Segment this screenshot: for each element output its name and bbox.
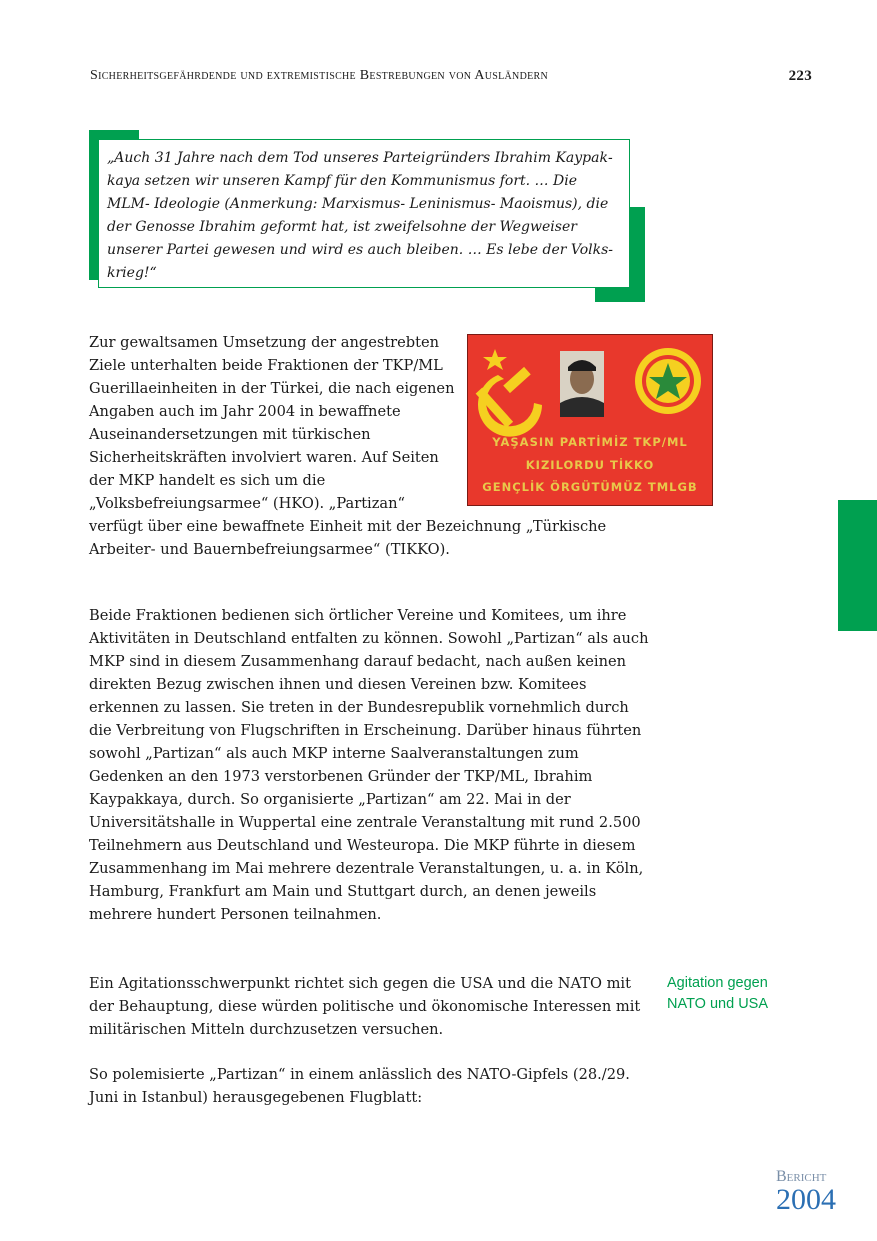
quote-box bbox=[89, 130, 645, 302]
page-number: 223 bbox=[788, 68, 812, 84]
running-header-title: Sicherheitsgefährdende und extremistische Bestrebungen von Ausländern bbox=[90, 68, 548, 83]
paragraph-3: Ein Agitationsschwerpunkt richtet sich gegen die USA und die NATO mit der Behauptung, diese würden politische und ökonomische Interessen mit militärischen Mitteln durchzusetzen versuchen. bbox=[89, 975, 641, 1038]
paragraph-2: Beide Fraktionen bedienen sich örtlicher Vereine und Komitees, um ihre Aktivitäten in Deutschland entfalten zu können. Sowohl „Partizan“ als auch MKP sind in diesem Zusammenhang darauf bedacht, nach außen keinen direkten Bezug zwischen ihnen und diesen Vereinen bzw. Komitees erkennen zu lassen. Sie treten in der Bundesrepublik vornehmlich durch die Verbreitung von Flugschriften in Erscheinung. Darüber hinaus führten sowohl „Partizan“ als auch MKP interne Saalveranstaltungen zum Gedenken an den 1973 verstorbenen Gründer der TKP/ML, Ibrahim Kaypakkaya, durch. So organisierte „Partizan“ am 22. Mai in der Universitätshalle in Wuppertal eine zentrale Veranstaltung mit rund 2.500 Teilnehmern aus Deutschland und Westeuropa. Die MKP führte in diesem Zusammenhang im Mai mehrere dezentrale Veranstaltungen, u. a. in Köln, Hamburg, Frankfurt am Main und Stuttgart durch, an denen jeweils mehrere hundert Personen teilnahmen. bbox=[89, 607, 649, 923]
report-logo-word: Bericht bbox=[776, 1168, 827, 1185]
poster-caption-line-1: YAŞASIN PARTİMİZ TKP/ML bbox=[492, 435, 688, 449]
poster-caption-line-2: KIZILORDU TİKKO bbox=[525, 458, 655, 472]
paragraph-1 bbox=[89, 331, 698, 561]
hammer-sickle-icon bbox=[476, 367, 542, 437]
poster-image bbox=[467, 334, 713, 506]
running-header bbox=[90, 68, 812, 88]
poster-caption-line-3: GENÇLİK ÖRGÜTÜMÜZ TMLGB bbox=[482, 480, 698, 494]
margin-note-line-2: NATO und USA bbox=[667, 996, 769, 1012]
report-logo bbox=[776, 1168, 856, 1214]
report-logo-year: 2004 bbox=[776, 1183, 836, 1216]
chapter-tab-marker bbox=[838, 500, 877, 631]
gear-star-emblem-icon bbox=[635, 348, 701, 414]
paragraph-4: So polemisierte „Partizan“ in einem anlässlich des NATO-Gipfels (28./29. Juni in Istanbul) herausgegebenen Flugblatt: bbox=[89, 1066, 630, 1106]
paragraph-1-text: Zur gewaltsamen Umsetzung der angestrebten Ziele unterhalten beide Fraktionen der TKP/ML Guerillaeinheiten in der Türkei, die nach eigenen Angaben auch im Jahr 2004 in bewaffnete Auseinandersetzungen mit türkischen Sicherheitskräften involviert waren. Auf Seiten der MKP handelt es sich um die „Volksbefreiungsarmee“ (HKO). „Partizan“ verfügt über eine bewaffnete Einheit mit der Bezeichnung „Türkische Arbeiter- und Bauernbefreiungsarmee“ (TIKKO). bbox=[89, 334, 607, 558]
margin-note-line-1: Agitation gegen bbox=[667, 975, 768, 991]
portrait-photo bbox=[560, 351, 604, 417]
star-icon bbox=[483, 349, 507, 370]
quote-text: „Auch 31 Jahre nach dem Tod unseres Parteigründers Ibrahim Kaypakkaya setzen wir unseren Kampf für den Kommunismus fort. … Die MLM- Ideologie (Anmerkung: Marxismus- Leninismus- Maoismus), die der Genosse Ibrahim geformt hat, ist zweifelsohne der Wegweiser unserer Partei gewesen und wird es auch bleiben. … Es lebe der Volkskrieg!“ bbox=[98, 139, 630, 288]
margin-note bbox=[667, 973, 817, 1015]
